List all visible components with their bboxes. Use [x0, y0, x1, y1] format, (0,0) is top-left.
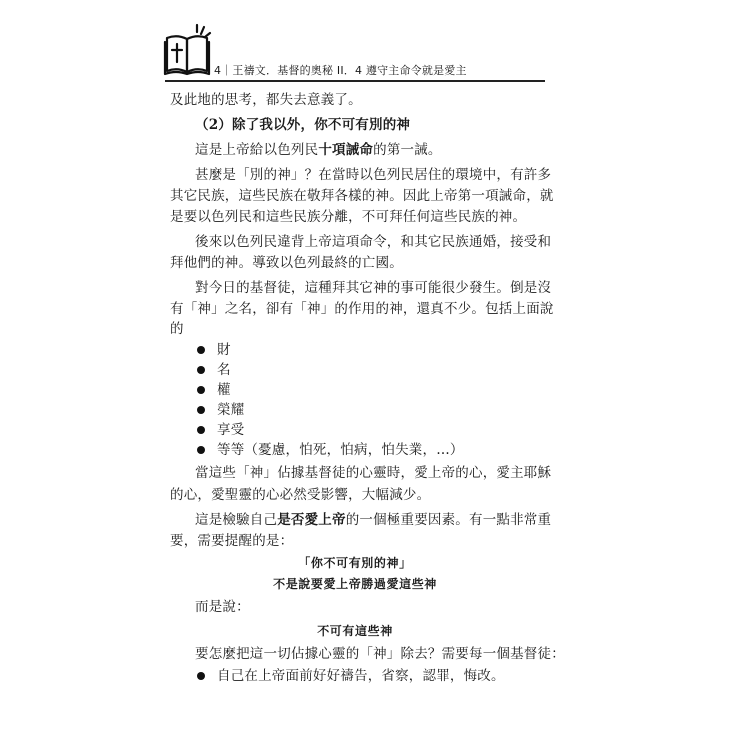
paragraph-line: 的心，愛聖靈的心必然受影響，大幅減少。 — [170, 487, 431, 503]
list-item: 財 — [217, 342, 231, 358]
list-item: 榮耀 — [217, 402, 245, 418]
list-item: 權 — [217, 382, 231, 398]
bullet-icon — [197, 346, 205, 354]
centered-quote: 不是說要愛上帝勝過愛這些神 — [273, 577, 437, 591]
list-item: 享受 — [217, 422, 245, 438]
list-item: 名 — [217, 362, 231, 378]
paragraph-line: 甚麼是「別的神」？在當時以色列民居住的環境中，有許多 — [195, 167, 552, 183]
bullet-icon — [197, 672, 205, 680]
paragraph-line: 是要以色列民和這些民族分離，不可拜任何這些民族的神。 — [170, 209, 527, 225]
paragraph-line: 而是說： — [195, 599, 250, 615]
paragraph-line: 當這些「神」佔據基督徒的心靈時，愛上帝的心，愛主耶穌 — [195, 465, 552, 481]
paragraph-line — [195, 141, 442, 159]
header-divider — [165, 80, 545, 82]
paragraph-line: 要，需要提醒的是： — [170, 533, 294, 549]
list-item: 等等（憂慮，怕死，怕病，怕失業，…） — [217, 442, 464, 458]
paragraph-line: 後來以色列民違背上帝這項命令，和其它民族通婚，接受和 — [195, 234, 552, 250]
text-segment: 這是上帝給以色列民 — [195, 142, 319, 158]
paragraph-line — [195, 511, 551, 529]
bullet-icon — [197, 426, 205, 434]
text-segment: 的第一誡。 — [373, 142, 442, 158]
paragraph-tail: 及此地的思考，都失去意義了。 — [170, 92, 362, 108]
section-heading: （2）除了我以外，你不可有別的神 — [195, 117, 411, 133]
text-segment: 這是檢驗自己 — [195, 512, 278, 528]
bullet-icon — [197, 366, 205, 374]
emphasis-text: 十項誡命 — [318, 142, 374, 158]
bullet-icon — [197, 406, 205, 414]
paragraph-line: 其它民族，這些民族在敬拜各樣的神。因此上帝第一項誡命，就 — [170, 188, 554, 204]
bullet-icon — [197, 446, 205, 454]
emphasis-text: 是否愛上帝 — [277, 512, 346, 528]
bullet-icon — [197, 386, 205, 394]
paragraph-line: 要怎麼把這一切佔據心靈的「神」除去？需要每一個基督徒： — [195, 646, 565, 662]
list-item: 自己在上帝面前好好禱告，省察，認罪，悔改。 — [217, 668, 505, 684]
text-segment: 的一個極重要因素。有一點非常重 — [345, 512, 552, 528]
centered-quote: 不可有這些神 — [317, 624, 393, 638]
paragraph-line: 有「神」之名，卻有「神」的作用的神，還真不少。包括上面說 — [170, 301, 554, 317]
running-header-title: 4｜王禱文．基督的奧秘 II．4 遵守主命令就是愛主 — [214, 64, 467, 77]
open-book-with-cross-icon — [163, 22, 213, 76]
paragraph-line: 拜他們的神。導致以色列最終的亡國。 — [170, 255, 403, 271]
paragraph-line: 對今日的基督徒，這種拜其它神的事可能很少發生。倒是沒 — [195, 280, 552, 296]
centered-quote: 「你不可有別的神」 — [298, 556, 412, 570]
paragraph-line: 的 — [170, 321, 184, 337]
